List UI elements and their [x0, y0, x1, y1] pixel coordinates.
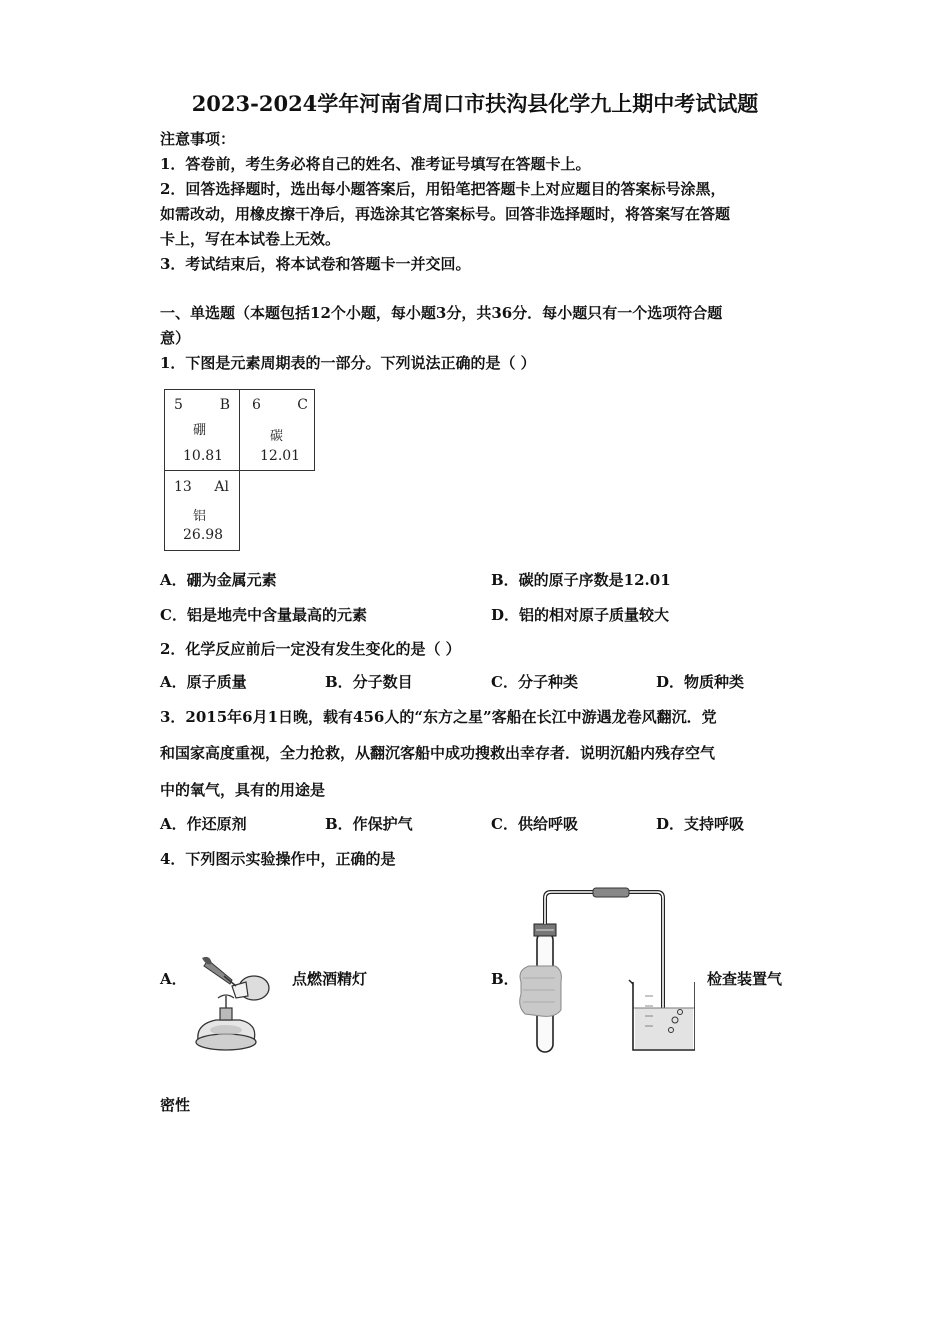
element-number: 6 [252, 397, 261, 413]
notice-line: 3．考试结束后，将本试卷和答题卡一并交回。 [160, 255, 471, 273]
q4-option-b-letter[interactable]: B． [491, 970, 519, 988]
q3-option-b[interactable]: B．作保护气 [325, 815, 413, 833]
element-name: 硼 [193, 423, 207, 438]
element-number: 5 [174, 397, 183, 413]
notice-line: 1．答卷前，考生务必将自己的姓名、准考证号填写在答题卡上。 [160, 155, 591, 173]
element-symbol: C [297, 397, 308, 413]
notice-heading: 注意事项： [160, 130, 236, 148]
q3-stem-line: 和国家高度重视，全力抢救，从翻沉客船中成功搜救出幸存者．说明沉船内残存空气 [160, 744, 716, 762]
q4-option-b-text[interactable]: 检查装置气 [707, 970, 783, 988]
q3-option-a[interactable]: A．作还原剂 [160, 815, 247, 833]
notice-line: 2．回答选择题时，选出每小题答案后，用铅笔把答题卡上对应题目的答案标号涂黑， [160, 180, 726, 198]
element-mass: 12.01 [260, 448, 301, 464]
element-name: 铝 [193, 509, 207, 524]
page-title: 2023-2024学年河南省周口市扶沟县化学九上期中考试试题 [191, 91, 759, 116]
element-cell-carbon [239, 389, 315, 471]
lighting-alcohol-lamp-illustration [188, 952, 280, 1058]
element-cell-aluminium [164, 470, 240, 551]
q1-option-b[interactable]: B．碳的原子序数是12.01 [491, 571, 671, 589]
q3-option-d[interactable]: D．支持呼吸 [656, 815, 745, 833]
q2-option-d[interactable]: D．物质种类 [656, 673, 745, 691]
element-symbol: B [219, 397, 230, 413]
airtightness-check-apparatus-illustration [515, 886, 695, 1062]
q3-stem-line: 3．2015年6月1日晚，载有456人的“东方之星”客船在长江中游遇龙卷风翻沉．党 [160, 708, 717, 726]
q1-option-d[interactable]: D．铝的相对原子质量较大 [491, 606, 670, 624]
q1-stem: 1．下图是元素周期表的一部分。下列说法正确的是（ ） [160, 354, 536, 372]
q1-option-c[interactable]: C．铝是地壳中含量最高的元素 [160, 606, 367, 624]
element-symbol: Al [214, 479, 229, 495]
notice-line: 卡上，写在本试卷上无效。 [160, 230, 341, 248]
section-heading-cont: 意） [160, 329, 191, 347]
element-cell-boron [164, 389, 240, 471]
element-name: 碳 [270, 429, 284, 444]
q3-stem-line: 中的氧气，具有的用途是 [160, 781, 326, 799]
q4-option-a-letter[interactable]: A． [160, 970, 187, 988]
element-mass: 26.98 [183, 527, 224, 543]
notice-line: 如需改动，用橡皮擦干净后，再选涂其它答案标号。回答非选择题时，将答案写在答题 [160, 205, 731, 223]
q4-option-a-text[interactable]: 点燃酒精灯 [292, 970, 368, 988]
q4-stem: 4．下列图示实验操作中，正确的是 [160, 850, 396, 868]
q2-option-c[interactable]: C．分子种类 [491, 673, 578, 691]
element-number: 13 [174, 479, 192, 495]
q2-option-b[interactable]: B．分子数目 [325, 673, 413, 691]
q3-option-c[interactable]: C．供给呼吸 [491, 815, 578, 833]
q2-stem: 2．化学反应前后一定没有发生变化的是（ ） [160, 640, 461, 658]
q4-option-b-text-cont: 密性 [160, 1096, 191, 1114]
q1-option-a[interactable]: A．硼为金属元素 [160, 571, 277, 589]
element-mass: 10.81 [183, 448, 224, 464]
q2-option-a[interactable]: A．原子质量 [160, 673, 247, 691]
section-heading: 一、单选题（本题包括12个小题，每小题3分，共36分．每小题只有一个选项符合题 [160, 304, 723, 322]
